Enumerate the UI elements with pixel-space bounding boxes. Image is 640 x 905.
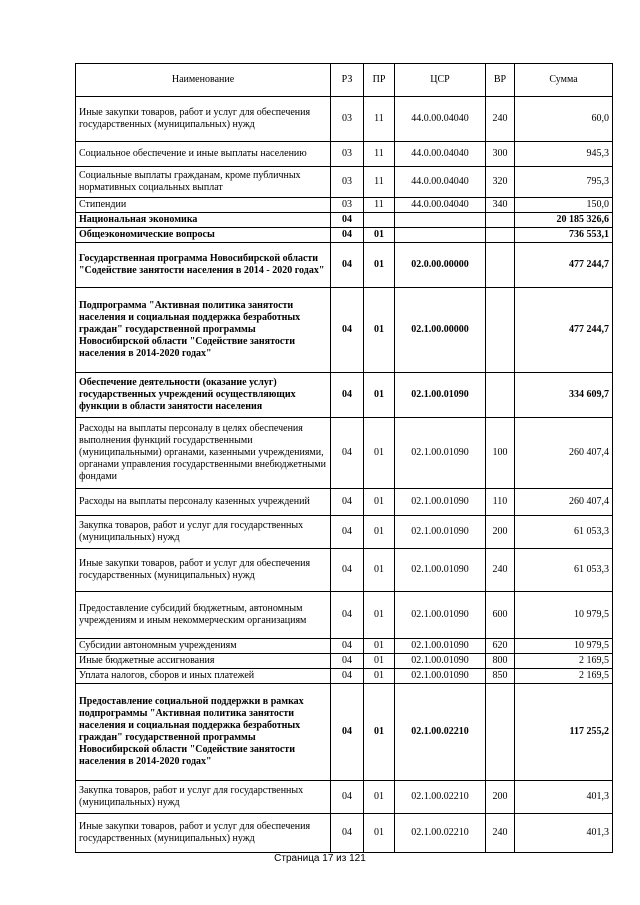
cell-name: Расходы на выплаты персоналу казенных учреждений (76, 489, 331, 516)
cell-vr: 240 (486, 97, 515, 142)
cell-rz: 04 (331, 288, 364, 373)
cell-pr: 01 (364, 781, 395, 814)
table-row (76, 97, 613, 142)
cell-rz: 04 (331, 243, 364, 288)
cell-name: Уплата налогов, сборов и иных платежей (76, 669, 331, 684)
cell-vr: 240 (486, 549, 515, 592)
cell-rz: 04 (331, 814, 364, 853)
table-row (76, 549, 613, 592)
cell-sum: 477 244,7 (515, 243, 613, 288)
cell-sum: 61 053,3 (515, 549, 613, 592)
cell-sum: 2 169,5 (515, 654, 613, 669)
table-row (76, 814, 613, 853)
cell-vr: 320 (486, 167, 515, 198)
cell-rz: 03 (331, 167, 364, 198)
cell-pr: 01 (364, 814, 395, 853)
cell-csr: 02.0.00.00000 (395, 243, 486, 288)
cell-sum: 401,3 (515, 781, 613, 814)
cell-name: Подпрограмма "Активная политика занятости населения и социальная поддержка безработных граждан" государственной программы Новосибирской области "Содействие занятости населения в 2014-2020 годах" (76, 288, 331, 373)
header-sum: Сумма (515, 64, 613, 97)
header-vr: ВР (486, 64, 515, 97)
table-row (76, 213, 613, 228)
cell-rz: 04 (331, 549, 364, 592)
cell-pr: 01 (364, 516, 395, 549)
cell-sum: 795,3 (515, 167, 613, 198)
table-row (76, 167, 613, 198)
cell-csr (395, 228, 486, 243)
cell-rz: 03 (331, 142, 364, 167)
table-row (76, 198, 613, 213)
cell-sum: 736 553,1 (515, 228, 613, 243)
cell-pr: 01 (364, 669, 395, 684)
table-header-row (76, 64, 613, 97)
cell-rz: 04 (331, 418, 364, 489)
cell-vr: 200 (486, 781, 515, 814)
cell-sum: 117 255,2 (515, 684, 613, 781)
cell-name: Предоставление социальной поддержки в рамках подпрограммы "Активная политика занятости населения и социальная поддержка безработных граждан" государственной программы Новосибирской области "Содействие занятости населения в 2014-2020 годах" (76, 684, 331, 781)
cell-sum: 401,3 (515, 814, 613, 853)
cell-vr: 620 (486, 639, 515, 654)
cell-pr: 01 (364, 243, 395, 288)
cell-pr: 01 (364, 228, 395, 243)
cell-name: Закупка товаров, работ и услуг для государственных (муниципальных) нужд (76, 516, 331, 549)
cell-vr (486, 288, 515, 373)
cell-name: Закупка товаров, работ и услуг для государственных (муниципальных) нужд (76, 781, 331, 814)
cell-csr: 02.1.00.01090 (395, 654, 486, 669)
cell-pr: 01 (364, 639, 395, 654)
cell-vr: 100 (486, 418, 515, 489)
cell-vr: 850 (486, 669, 515, 684)
cell-vr: 340 (486, 198, 515, 213)
cell-sum: 150,0 (515, 198, 613, 213)
cell-csr: 02.1.00.02210 (395, 781, 486, 814)
cell-name: Национальная экономика (76, 213, 331, 228)
cell-name: Государственная программа Новосибирской области "Содействие занятости населения в 2014 - 2020 годах" (76, 243, 331, 288)
cell-pr: 01 (364, 592, 395, 639)
cell-name: Общеэкономические вопросы (76, 228, 331, 243)
cell-name: Предоставление субсидий бюджетным, автономным учреждениям и иным некоммерческим организациям (76, 592, 331, 639)
table-row (76, 592, 613, 639)
cell-name: Социальное обеспечение и иные выплаты населению (76, 142, 331, 167)
table-row (76, 288, 613, 373)
cell-name: Расходы на выплаты персоналу в целях обеспечения выполнения функций государственными (муниципальными) органами, казенными учреждениями, органами управления государственными внебюджетными фондами (76, 418, 331, 489)
cell-csr: 02.1.00.01090 (395, 549, 486, 592)
header-name: Наименование (76, 64, 331, 97)
cell-csr: 02.1.00.01090 (395, 669, 486, 684)
cell-sum: 60,0 (515, 97, 613, 142)
cell-vr: 240 (486, 814, 515, 853)
cell-pr: 01 (364, 549, 395, 592)
cell-rz: 04 (331, 669, 364, 684)
budget-table (75, 63, 613, 853)
cell-rz: 04 (331, 654, 364, 669)
cell-pr (364, 213, 395, 228)
table-row (76, 654, 613, 669)
cell-rz: 04 (331, 489, 364, 516)
cell-csr: 44.0.00.04040 (395, 198, 486, 213)
cell-pr: 01 (364, 654, 395, 669)
page-number: Страница 17 из 121 (274, 853, 366, 864)
cell-name: Стипендии (76, 198, 331, 213)
table-row (76, 684, 613, 781)
cell-vr: 200 (486, 516, 515, 549)
cell-rz: 03 (331, 97, 364, 142)
cell-sum: 477 244,7 (515, 288, 613, 373)
header-csr: ЦСР (395, 64, 486, 97)
table-row (76, 516, 613, 549)
cell-csr: 02.1.00.01090 (395, 639, 486, 654)
cell-rz: 04 (331, 639, 364, 654)
cell-csr: 02.1.00.01090 (395, 373, 486, 418)
cell-vr: 600 (486, 592, 515, 639)
cell-vr: 800 (486, 654, 515, 669)
cell-sum: 61 053,3 (515, 516, 613, 549)
cell-rz: 04 (331, 373, 364, 418)
table-row (76, 373, 613, 418)
cell-pr: 11 (364, 198, 395, 213)
cell-csr: 44.0.00.04040 (395, 142, 486, 167)
cell-sum: 10 979,5 (515, 639, 613, 654)
cell-rz: 03 (331, 198, 364, 213)
cell-pr: 11 (364, 142, 395, 167)
cell-pr: 01 (364, 489, 395, 516)
cell-sum: 334 609,7 (515, 373, 613, 418)
cell-rz: 04 (331, 592, 364, 639)
table-row (76, 781, 613, 814)
header-pr: ПР (364, 64, 395, 97)
cell-pr: 01 (364, 684, 395, 781)
cell-csr: 02.1.00.01090 (395, 516, 486, 549)
cell-rz: 04 (331, 516, 364, 549)
cell-vr (486, 373, 515, 418)
cell-vr (486, 228, 515, 243)
table-row (76, 142, 613, 167)
cell-csr: 44.0.00.04040 (395, 167, 486, 198)
cell-name: Иные бюджетные ассигнования (76, 654, 331, 669)
cell-name: Иные закупки товаров, работ и услуг для обеспечения государственных (муниципальных) нужд (76, 97, 331, 142)
cell-csr: 44.0.00.04040 (395, 97, 486, 142)
cell-vr: 300 (486, 142, 515, 167)
cell-name: Иные закупки товаров, работ и услуг для обеспечения государственных (муниципальных) нужд (76, 549, 331, 592)
table-row (76, 418, 613, 489)
cell-csr: 02.1.00.02210 (395, 684, 486, 781)
cell-sum: 260 407,4 (515, 489, 613, 516)
cell-vr (486, 213, 515, 228)
cell-csr: 02.1.00.01090 (395, 592, 486, 639)
cell-name: Субсидии автономным учреждениям (76, 639, 331, 654)
cell-sum: 20 185 326,6 (515, 213, 613, 228)
header-rz: РЗ (331, 64, 364, 97)
table-row (76, 639, 613, 654)
table-row (76, 243, 613, 288)
cell-csr: 02.1.00.00000 (395, 288, 486, 373)
cell-vr (486, 684, 515, 781)
cell-csr: 02.1.00.01090 (395, 418, 486, 489)
cell-rz: 04 (331, 684, 364, 781)
cell-pr: 11 (364, 167, 395, 198)
cell-pr: 01 (364, 373, 395, 418)
cell-vr: 110 (486, 489, 515, 516)
table-row (76, 669, 613, 684)
cell-rz: 04 (331, 781, 364, 814)
table-row (76, 489, 613, 516)
cell-name: Социальные выплаты гражданам, кроме публичных нормативных социальных выплат (76, 167, 331, 198)
cell-csr: 02.1.00.02210 (395, 814, 486, 853)
cell-sum: 2 169,5 (515, 669, 613, 684)
cell-csr (395, 213, 486, 228)
cell-name: Иные закупки товаров, работ и услуг для обеспечения государственных (муниципальных) нужд (76, 814, 331, 853)
cell-vr (486, 243, 515, 288)
cell-rz: 04 (331, 228, 364, 243)
cell-pr: 11 (364, 97, 395, 142)
cell-sum: 10 979,5 (515, 592, 613, 639)
cell-pr: 01 (364, 418, 395, 489)
table-row (76, 228, 613, 243)
cell-sum: 945,3 (515, 142, 613, 167)
cell-rz: 04 (331, 213, 364, 228)
cell-sum: 260 407,4 (515, 418, 613, 489)
table-body (76, 97, 613, 853)
cell-pr: 01 (364, 288, 395, 373)
cell-csr: 02.1.00.01090 (395, 489, 486, 516)
cell-name: Обеспечение деятельности (оказание услуг) государственных учреждений осуществляющих функции в области занятости населения (76, 373, 331, 418)
